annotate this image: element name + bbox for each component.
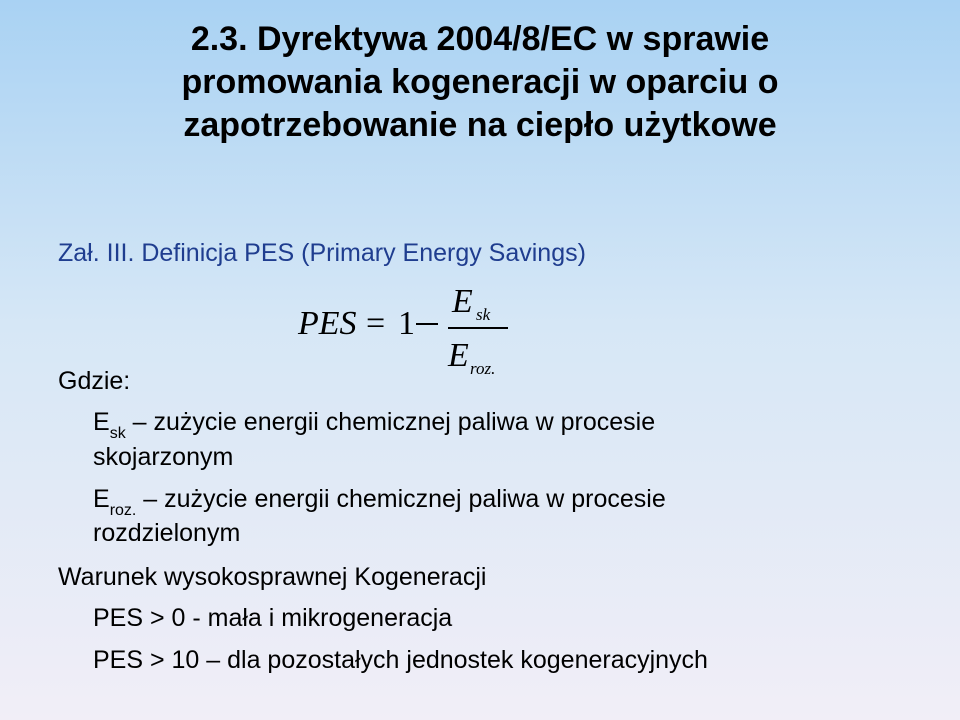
- definition-esk-subscript: sk: [109, 425, 126, 442]
- where-label: Gdzie:: [58, 367, 131, 395]
- formula-denominator: E: [448, 337, 469, 374]
- formula-minus-sign: [416, 323, 438, 325]
- title-line-1: 2.3. Dyrektywa 2004/8/EC w sprawie: [190, 20, 770, 58]
- formula-one: 1: [398, 305, 415, 342]
- definition-esk-continuation: skojarzonym: [93, 443, 234, 471]
- definition-eroz-symbol: E: [93, 485, 110, 513]
- formula-numerator-subscript: sk: [476, 305, 491, 324]
- formula-fraction-bar: [448, 327, 508, 329]
- definition-eroz-continuation: rozdzielonym: [93, 519, 241, 547]
- condition-heading: Warunek wysokosprawnej Kogeneracji: [58, 563, 487, 591]
- formula-lhs: PES: [298, 305, 357, 342]
- definition-eroz: [93, 484, 666, 518]
- formula-denominator-subscript: roz.: [470, 359, 496, 378]
- definition-eroz-text: – zużycie energii chemicznej paliwa w procesie: [136, 485, 666, 513]
- definition-eroz-subscript: roz.: [109, 502, 137, 519]
- pes-formula: [298, 285, 528, 385]
- formula-numerator: E: [452, 283, 473, 320]
- condition-other-units: PES > 10 – dla pozostałych jednostek kogeneracyjnych: [93, 646, 708, 674]
- slide-title: [0, 18, 960, 147]
- definition-esk-text: – zużycie energii chemicznej paliwa w procesie: [125, 408, 656, 436]
- definition-esk: [93, 407, 655, 441]
- condition-small-units: PES > 0 - mała i mikrogeneracja: [93, 604, 453, 632]
- title-line-2: promowania kogeneracji w oparciu o: [181, 63, 779, 101]
- formula-equals: =: [366, 305, 386, 342]
- title-line-3: zapotrzebowanie na ciepło użytkowe: [183, 106, 777, 144]
- definition-esk-symbol: E: [93, 408, 110, 436]
- annex-heading: Zał. III. Definicja PES (Primary Energy Savings): [58, 239, 586, 267]
